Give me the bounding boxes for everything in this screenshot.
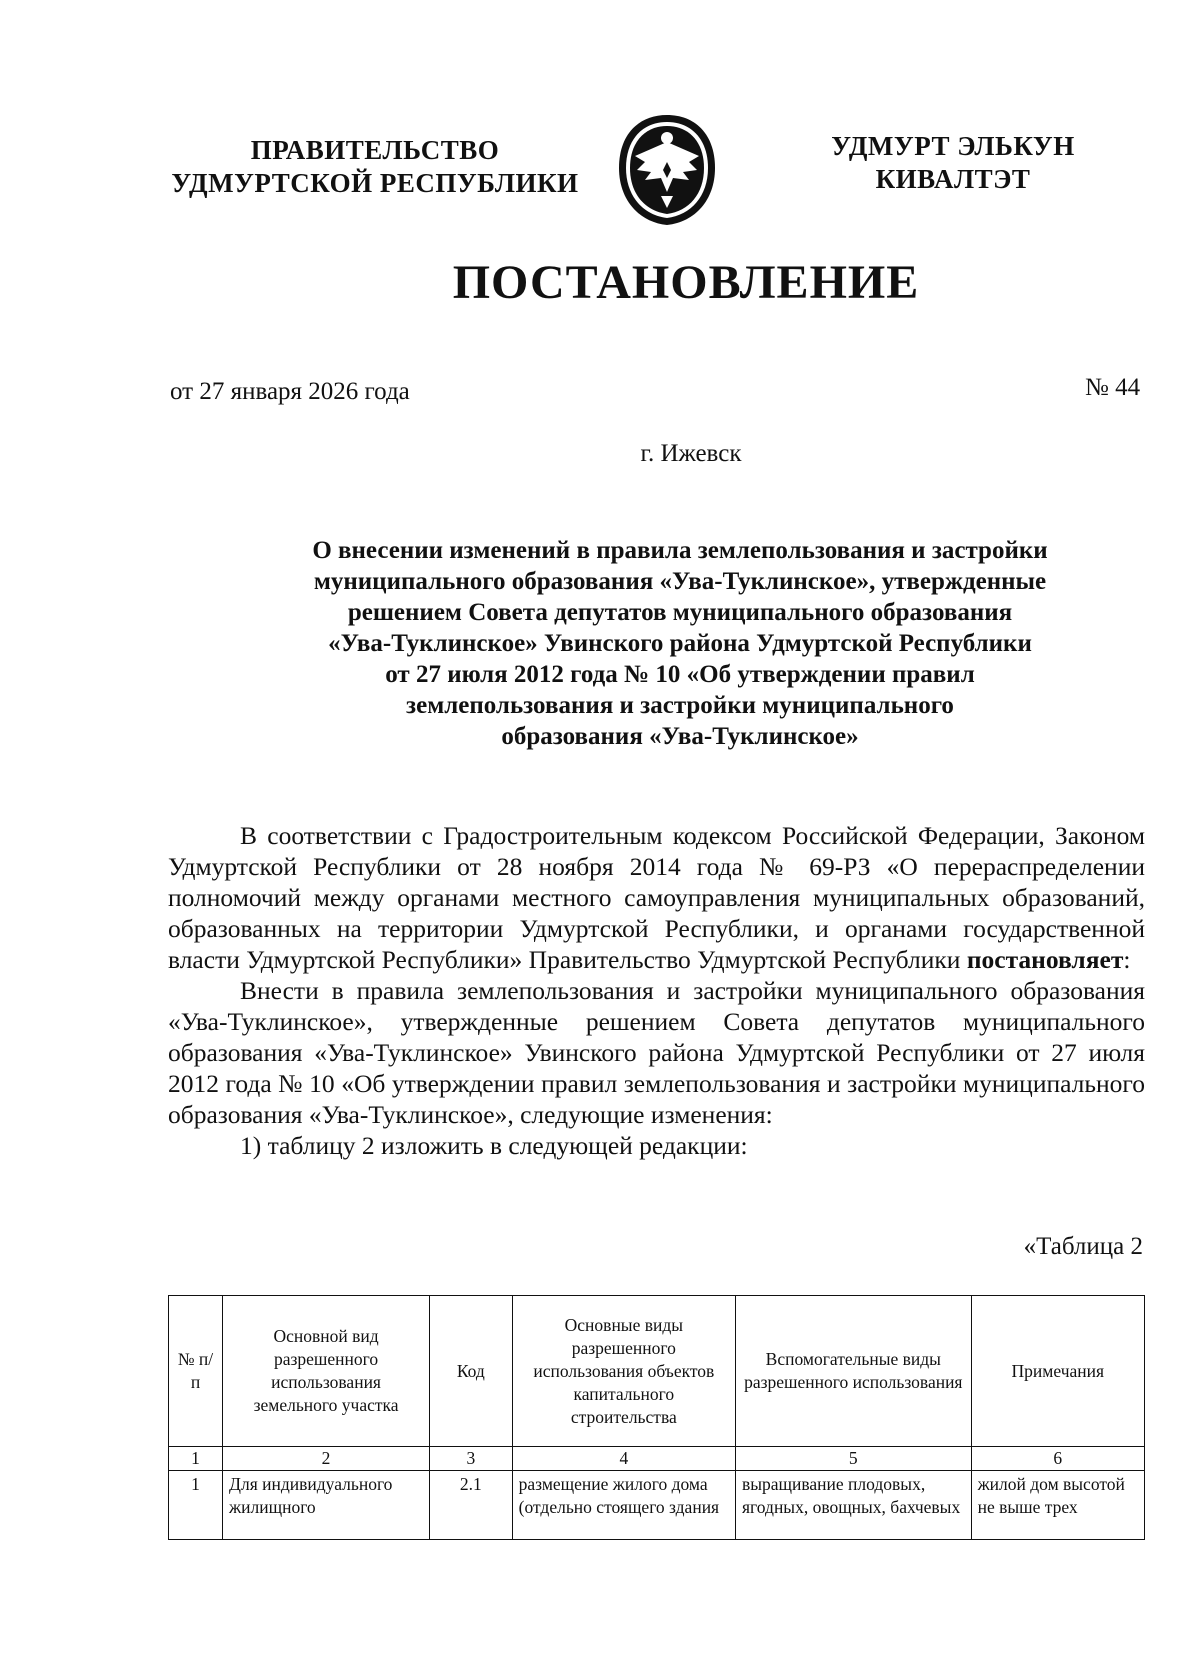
col-header-notes: Примечания [971, 1296, 1144, 1447]
cell-main-use: Для индивидуального жилищного [223, 1471, 430, 1540]
column-number: 2 [223, 1447, 430, 1471]
permitted-use-table [168, 1295, 1145, 1540]
col-header-auxiliary: Вспомогательные виды разрешенного использования [736, 1296, 972, 1447]
document-title [180, 535, 1180, 752]
col-header-capital-use: Основные виды разрешенного использования объектов капитального строительства [512, 1296, 735, 1447]
document-city: г. Ижевск [640, 440, 742, 467]
title-line: решением Совета депутатов муниципального образования [347, 599, 1013, 626]
column-number: 4 [512, 1447, 735, 1471]
cell-auxiliary: выращивание плодовых, ягодных, овощных, бахчевых [736, 1471, 972, 1540]
amendment-paragraph: Внести в правила землепользования и застройки муниципального образования «Ува-Туклинское», утвержденные решением Совета депутатов муниципального образования «Ува-Туклинское» Увинского района Удмуртской Республики от 27 июля 2012 года № 10 «Об утверждении правил землепользования и застройки муниципального образования «Ува-Туклинское», следующие изменения: [168, 976, 1145, 1129]
title-line: муниципального образования «Ува-Туклинское», утвержденные [313, 568, 1047, 595]
cell-notes: жилой дом высотой не выше трех [971, 1471, 1144, 1540]
udmurt-emblem-icon [615, 112, 719, 228]
column-number: 5 [736, 1447, 972, 1471]
column-number: 1 [169, 1447, 223, 1471]
column-number: 3 [430, 1447, 513, 1471]
gov-ud-line2: КИВАЛТЭТ [875, 164, 1031, 194]
table-row [169, 1471, 1145, 1540]
title-line: от 27 июля 2012 года № 10 «Об утверждении правил [385, 661, 975, 688]
gov-ru-line1: ПРАВИТЕЛЬСТВО [250, 135, 500, 165]
document-number: № 44 [1085, 374, 1141, 401]
title-line: О внесении изменений в правила землепользования и застройки [312, 537, 1048, 564]
gov-ru-line2: УДМУРТСКОЙ РЕСПУБЛИКИ [171, 168, 579, 198]
title-line: образования «Ува-Туклинское» [501, 723, 859, 750]
government-name-russian [150, 134, 600, 200]
preamble-paragraph [168, 820, 1145, 975]
government-name-udmurt [808, 130, 1098, 196]
document-date: от 27 января 2026 года [170, 378, 410, 405]
resolves-word: постановляет [966, 945, 1124, 974]
col-header-main-use: Основной вид разрешенного использования земельного участка [223, 1296, 430, 1447]
column-number: 6 [971, 1447, 1144, 1471]
table-caption: «Таблица 2 [1023, 1233, 1143, 1260]
cell-code: 2.1 [430, 1471, 513, 1540]
title-line: землепользования и застройки муниципального [406, 692, 954, 719]
table-header-row [169, 1296, 1145, 1447]
document-type: ПОСТАНОВЛЕНИЕ [452, 256, 920, 309]
gov-ud-line1: УДМУРТ ЭЛЬКУН [831, 131, 1075, 161]
column-number-row [169, 1447, 1145, 1471]
preamble-text: В соответствии с Градостроительным кодексом Российской Федерации, Законом Удмуртской Республики от 28 ноября 2014 года № 69-РЗ «О перераспределении полномочий между органами местного самоуправления муниципальных образований, образованных на территории Удмуртской Республики, и органами государственной власти Удмуртской Республики» Правительство Удмуртской Республики [168, 821, 1145, 974]
col-header-code: Код [430, 1296, 513, 1447]
title-line: «Ува-Туклинское» Увинского района Удмуртской Республики [328, 630, 1032, 657]
col-header-number: № п/п [169, 1296, 223, 1447]
item-1-paragraph: 1) таблицу 2 изложить в следующей редакции: [240, 1131, 748, 1160]
cell-capital-use: размещение жилого дома (отдельно стоящего здания [512, 1471, 735, 1540]
document-body [168, 820, 1145, 1161]
preamble-colon: : [1123, 945, 1131, 974]
cell-number: 1 [169, 1471, 223, 1540]
